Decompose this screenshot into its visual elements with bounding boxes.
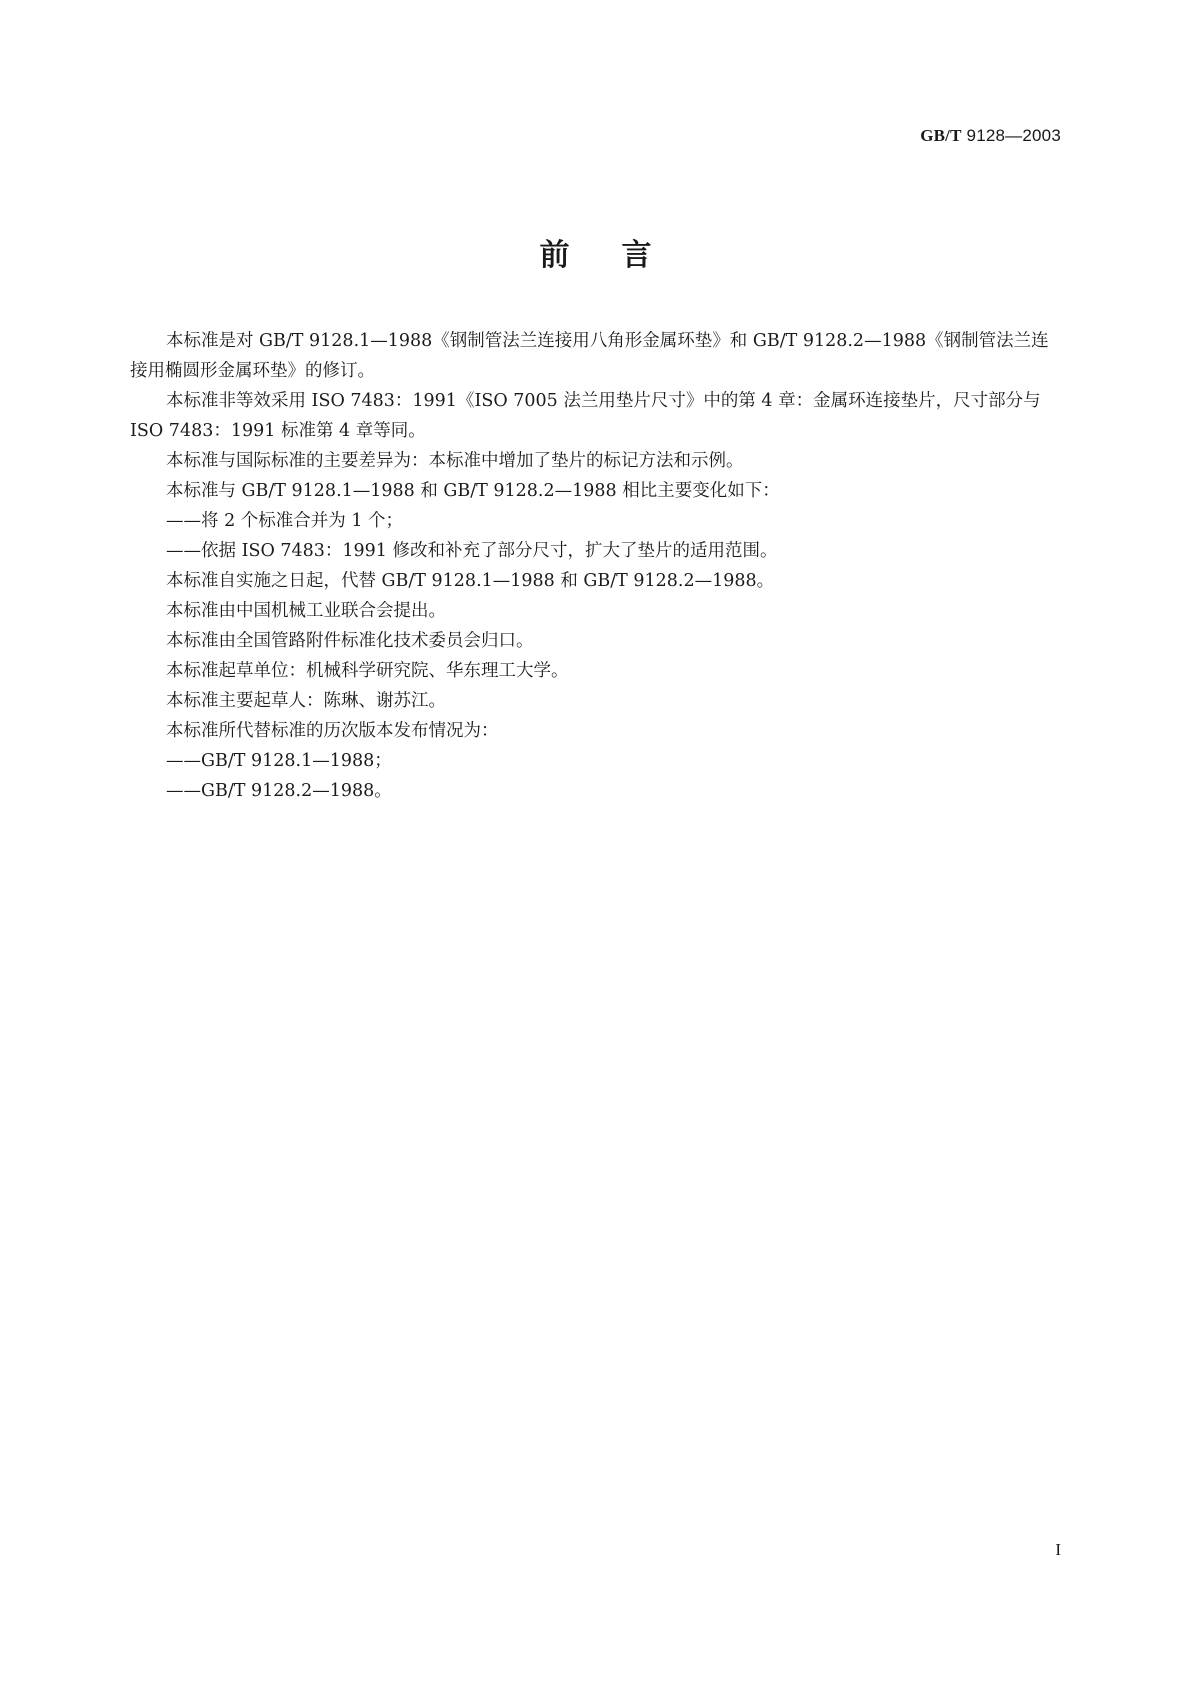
- paragraph: 本标准与国际标准的主要差异为：本标准中增加了垫片的标记方法和示例。: [166, 451, 744, 471]
- page-number: I: [1055, 1540, 1061, 1559]
- paragraph: 本标准所代替标准的历次版本发布情况为：: [166, 721, 499, 741]
- paragraph: 本标准起草单位：机械科学研究院、华东理工大学。: [166, 661, 569, 681]
- list-item: ——依据 ISO 7483：1991 修改和补充了部分尺寸，扩大了垫片的适用范围。: [166, 541, 778, 561]
- paragraph: 本标准自实施之日起，代替 GB/T 9128.1—1988 和 GB/T 9128.2—1988。: [166, 571, 775, 591]
- paragraph: 本标准与 GB/T 9128.1—1988 和 GB/T 9128.2—1988 相比主要变化如下：: [166, 481, 780, 501]
- standard-number: 9128—2003: [961, 126, 1061, 145]
- paragraph: 本标准非等效采用 ISO 7483：1991《ISO 7005 法兰用垫片尺寸》中的第 4 章：金属环连接垫片，尺寸部分与 ISO 7483：1991 标准第 4 章等同。: [130, 391, 1041, 441]
- list-item: ——将 2 个标准合并为 1 个；: [166, 511, 404, 531]
- paragraph: 本标准由全国管路附件标准化技术委员会归口。: [166, 631, 534, 651]
- paragraph: 本标准由中国机械工业联合会提出。: [166, 601, 446, 621]
- paragraph: 本标准是对 GB/T 9128.1—1988《钢制管法兰连接用八角形金属环垫》和 GB/T 9128.2—1988《钢制管法兰连接用椭圆形金属环垫》的修订。: [130, 331, 1049, 381]
- standard-prefix: GB/T: [920, 126, 962, 145]
- foreword-body: [130, 326, 1060, 806]
- list-item: ——GB/T 9128.1—1988；: [166, 751, 392, 771]
- paragraph: 本标准主要起草人：陈琳、谢苏江。: [166, 691, 446, 711]
- page-title: 前言: [539, 238, 704, 273]
- standard-code-header: [920, 126, 1061, 146]
- list-item: ——GB/T 9128.2—1988。: [166, 781, 392, 801]
